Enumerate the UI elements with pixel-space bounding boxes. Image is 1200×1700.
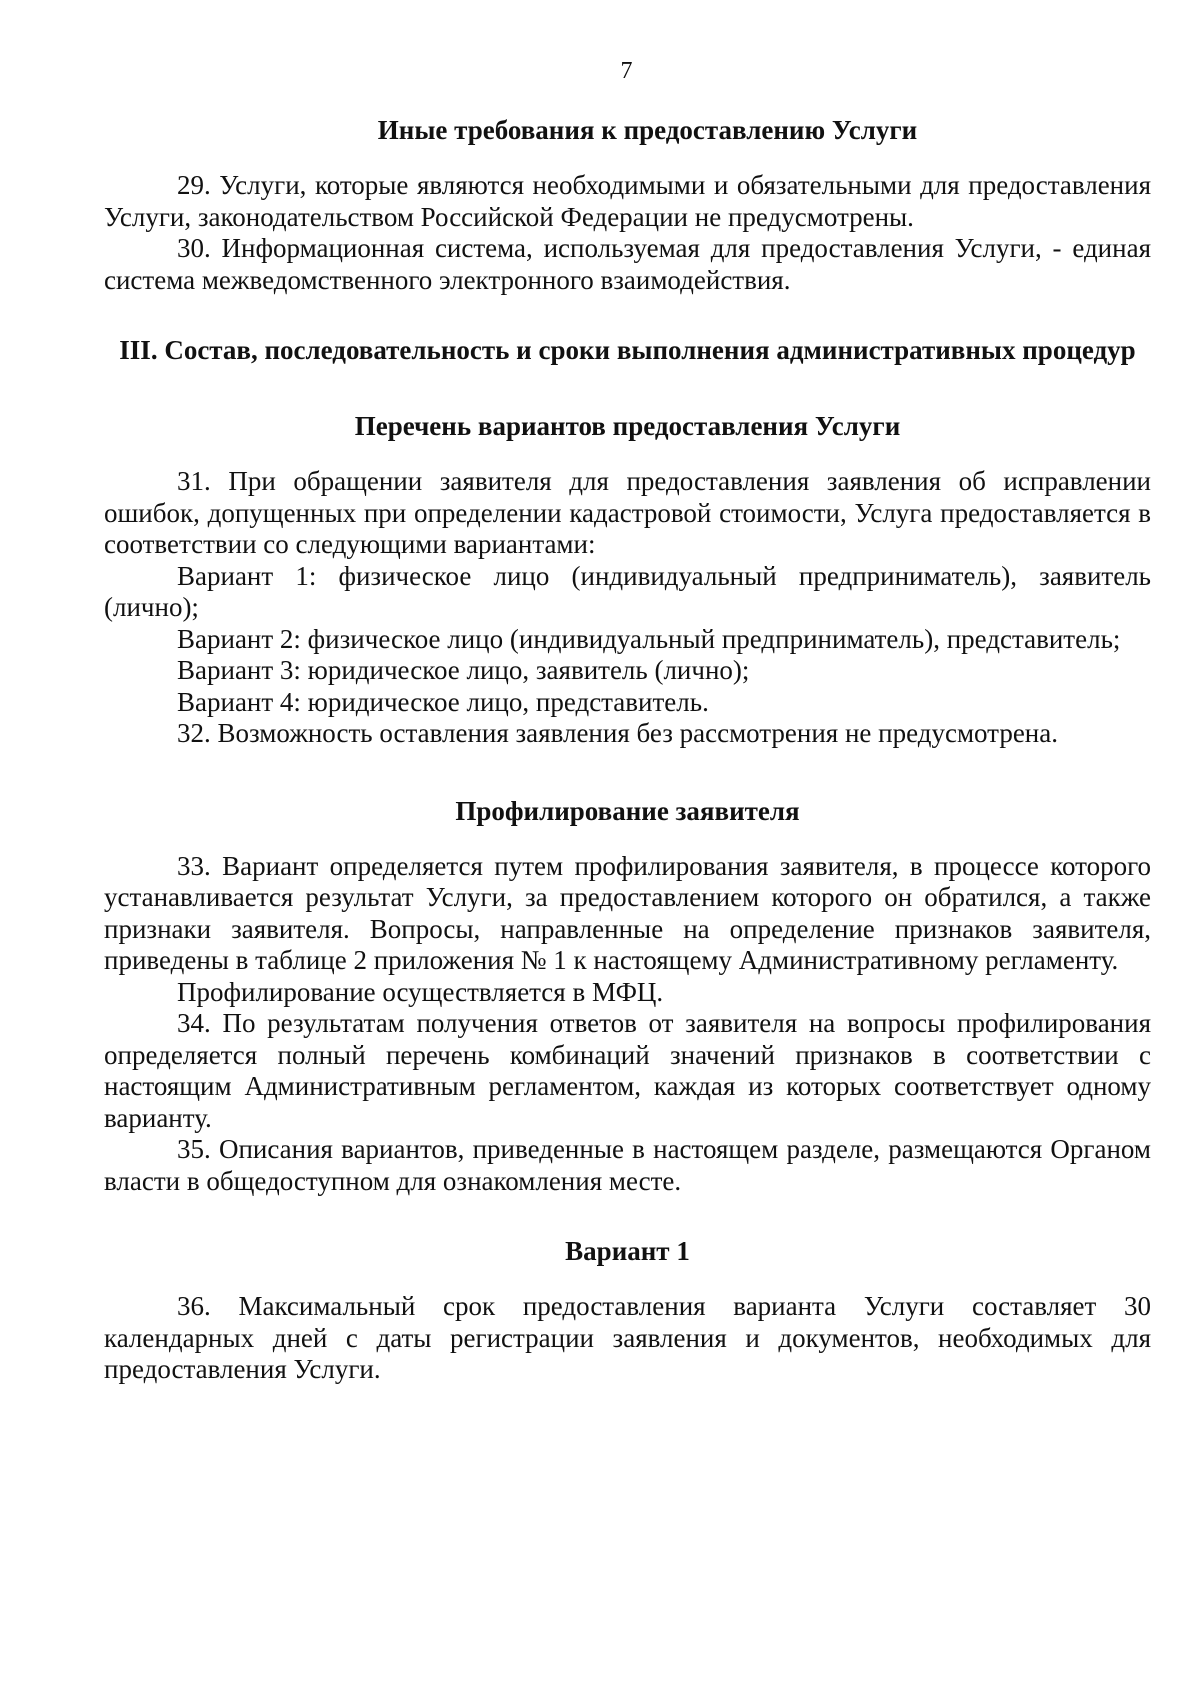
paragraph-31: 31. При обращении заявителя для предоставления заявления об исправлении ошибок, допущенных при определении кадастровой стоимости, Услуга предоставляется в соответствии со следующими вариантами: [104,466,1151,559]
paragraph-29: 29. Услуги, которые являются необходимыми и обязательными для предоставления Услуги, законодательством Российской Федерации не предусмотрены. [104,170,1151,232]
heading-section-3: III. Состав, последовательность и сроки выполнения административных процедур [119,335,1136,365]
variant-3-item: Вариант 3: юридическое лицо, заявитель (лично); [177,655,750,685]
paragraph-32: 32. Возможность оставления заявления без рассмотрения не предусмотрена. [177,718,1058,748]
heading-profiling: Профилирование заявителя [455,795,800,826]
paragraph-33-profiling-place: Профилирование осуществляется в МФЦ. [177,976,664,1007]
variant-4-item: Вариант 4: юридическое лицо, представитель. [177,686,709,717]
document-body [104,113,1151,1386]
page-number: 7 [620,58,633,84]
paragraph-36: 36. Максимальный срок предоставления варианта Услуги составляет 30 календарных дней с даты регистрации заявления и документов, необходимых для предоставления Услуги. [104,1291,1151,1384]
paragraph-35: 35. Описания вариантов, приведенные в настоящем разделе, размещаются Органом власти в общедоступном для ознакомления месте. [104,1134,1151,1196]
variant-1-item: Вариант 1: физическое лицо (индивидуальный предприниматель), заявитель (лично); [104,560,1151,622]
variant-2-item: Вариант 2: физическое лицо (индивидуальный предприниматель), представитель; [177,623,1121,654]
paragraph-30: 30. Информационная система, используемая для предоставления Услуги, - единая система межведомственного электронного взаимодействия. [104,233,1151,295]
paragraph-33: 33. Вариант определяется путем профилирования заявителя, в процессе которого устанавливается результат Услуги, за предоставлением которого он обратился, а также признаки заявителя. Вопросы, направленные на определение признаков заявителя, приведены в таблице 2 приложения № 1 к настоящему Административному регламенту. [104,850,1151,975]
heading-other-requirements: Иные требования к предоставлению Услуги [377,115,918,145]
heading-variant-1: Вариант 1 [565,1236,690,1266]
heading-variants-list: Перечень вариантов предоставления Услуги [354,411,901,441]
paragraph-34: 34. По результатам получения ответов от заявителя на вопросы профилирования определяется полный перечень комбинаций значений признаков в соответствии с настоящим Административным регламентом, каждая из которых соответствует одному варианту. [104,1008,1151,1133]
